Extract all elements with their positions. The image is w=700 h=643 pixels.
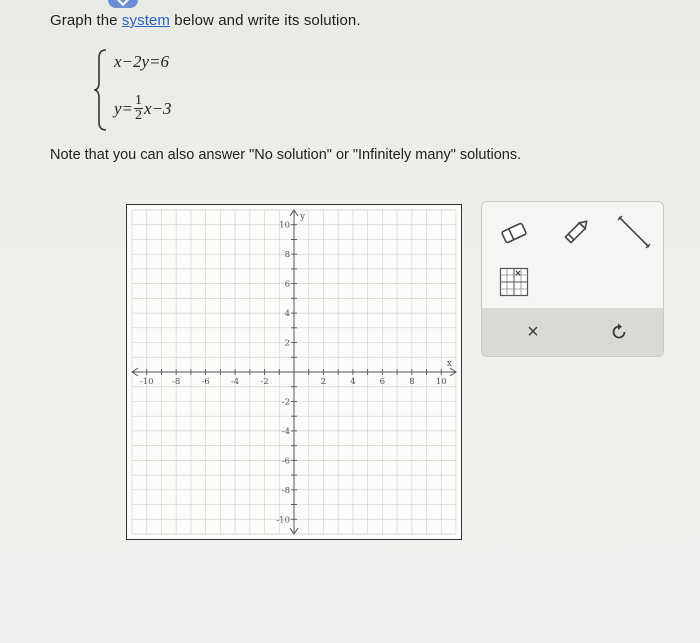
x-tick-label: -4 xyxy=(230,377,240,387)
x-tick-label: -8 xyxy=(172,377,181,387)
line-segment-icon xyxy=(615,213,653,251)
equation-1: x−2y=6 xyxy=(114,52,170,71)
system-brace xyxy=(92,48,110,132)
fraction-numerator: 1 xyxy=(135,93,143,108)
prompt-text-end: below and write its solution. xyxy=(170,12,361,29)
undo-button[interactable] xyxy=(604,318,634,346)
line-tool[interactable] xyxy=(614,212,654,252)
equation-2-lhs: y= xyxy=(114,98,134,118)
clear-button[interactable]: × xyxy=(527,320,539,343)
fraction-denominator: 2 xyxy=(135,108,143,123)
x-tick-label: 4 xyxy=(350,377,356,387)
y-tick-label: 8 xyxy=(284,250,290,261)
x-tick-label: 10 xyxy=(435,377,447,387)
y-tick-label: -6 xyxy=(281,456,290,467)
y-tick-label: 2 xyxy=(284,338,290,349)
undo-icon xyxy=(609,322,629,342)
x-tick-label: -6 xyxy=(201,377,210,387)
fraction-one-half xyxy=(134,94,143,123)
graph-toolbox xyxy=(481,201,664,357)
y-tick-label: -4 xyxy=(281,426,290,437)
x-tick-label: -2 xyxy=(260,377,269,387)
graph-canvas[interactable] xyxy=(126,204,462,540)
question-prompt xyxy=(50,12,361,29)
equation-2-rhs: x−3 xyxy=(144,98,172,118)
x-axis-label: x xyxy=(446,359,452,369)
pencil-icon xyxy=(560,216,592,248)
y-tick-label: -8 xyxy=(281,485,290,496)
eraser-tool[interactable] xyxy=(496,218,532,248)
action-bar xyxy=(482,308,663,356)
x-tick-label: 6 xyxy=(379,377,386,387)
collapse-chevron-icon[interactable] xyxy=(108,0,138,8)
y-tick-label: 6 xyxy=(284,279,290,290)
grid-icon xyxy=(499,267,529,297)
system-link[interactable]: system xyxy=(121,12,170,29)
x-tick-label: -10 xyxy=(139,377,154,387)
answer-note: Note that you can also answer "No solution" or "Infinitely many" solutions. xyxy=(50,147,522,163)
y-tick-label: 10 xyxy=(279,220,290,231)
coordinate-grid[interactable] xyxy=(127,205,461,539)
y-tick-label: -10 xyxy=(276,515,290,526)
x-tick-label: 2 xyxy=(320,377,327,387)
equation-2 xyxy=(114,94,172,123)
equation-system xyxy=(92,48,232,138)
x-tick-label: 8 xyxy=(409,377,415,387)
y-tick-label: -2 xyxy=(281,397,290,408)
grid-tool[interactable] xyxy=(498,266,530,298)
y-axis-label: y xyxy=(300,212,306,222)
eraser-icon xyxy=(499,221,529,245)
pencil-tool[interactable] xyxy=(558,214,594,250)
y-tick-label: 4 xyxy=(284,309,290,320)
prompt-text-start: Graph the xyxy=(50,12,122,29)
